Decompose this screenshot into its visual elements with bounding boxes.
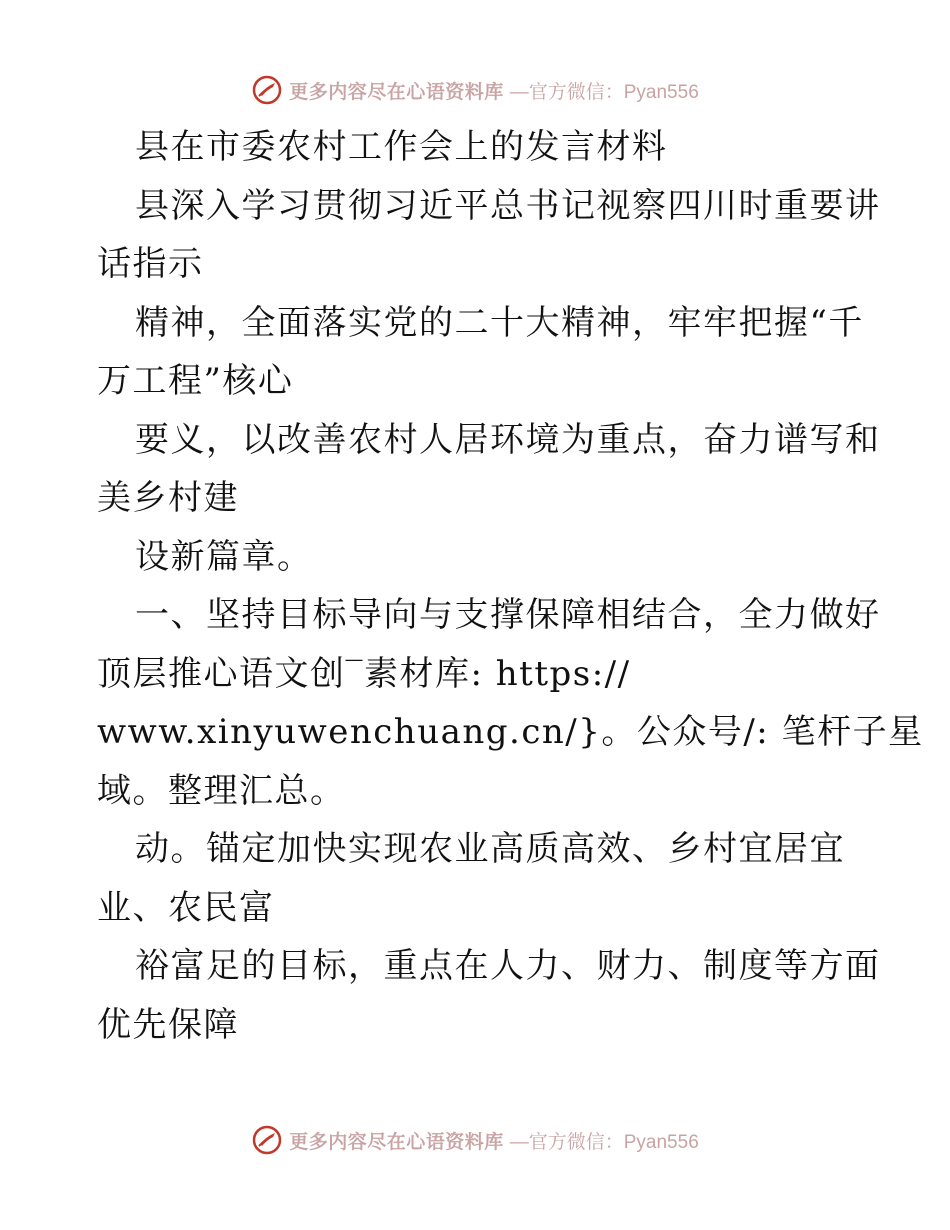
paragraph-line: 美乡村建 xyxy=(97,478,239,518)
watermark-brand-text: 更多内容尽在心语资料库 xyxy=(289,80,504,103)
book-pen-logo-icon xyxy=(251,74,283,106)
document-title: 县在市委农村工作会上的发言材料 xyxy=(135,127,668,167)
book-pen-logo-icon xyxy=(251,1124,283,1156)
paragraph-line: 裕富足的目标，重点在人力、财力、制度等方面 xyxy=(135,946,881,986)
paragraph-line: 要义，以改善农村人居环境为重点，奋力谱写和 xyxy=(135,419,881,460)
paragraph-line: 动。锚定加快实现农业高质高效、乡村宜居宜 xyxy=(135,829,845,869)
paragraph-line: 设新篇章。 xyxy=(135,536,313,577)
paragraph-line: 县深入学习贯彻习近平总书记视察四川时重要讲 xyxy=(135,185,881,226)
header-watermark xyxy=(0,70,950,110)
footer-watermark xyxy=(0,1120,950,1160)
watermark-brand-text: 更多内容尽在心语资料库 xyxy=(289,1130,504,1153)
watermark-wechat-text: —官方微信：Pyan556 xyxy=(509,1131,699,1153)
paragraph-line: www.xinyuwenchuang.cn/}。公众号/: 笔杆子星 xyxy=(97,712,924,752)
paragraph-line: 精神，全面落实党的二十大精神，牢牢把握“千 xyxy=(135,302,864,343)
watermark-wechat-text: —官方微信：Pyan556 xyxy=(509,81,699,103)
paragraph-line: 话指示 xyxy=(97,244,204,284)
paragraph-line: 业、农民富 xyxy=(97,887,275,928)
paragraph-line: 域。整理汇总。 xyxy=(97,770,346,811)
section-heading: 一、坚持目标导向与支撑保障相结合，全力做好 xyxy=(135,595,881,635)
document-body xyxy=(97,118,924,1054)
paragraph-line: 优先保障 xyxy=(97,1004,239,1045)
paragraph-line: 万工程”核心 xyxy=(97,361,294,401)
paragraph-line: 顶层推心语文创‾素材库: https:// xyxy=(97,653,631,694)
